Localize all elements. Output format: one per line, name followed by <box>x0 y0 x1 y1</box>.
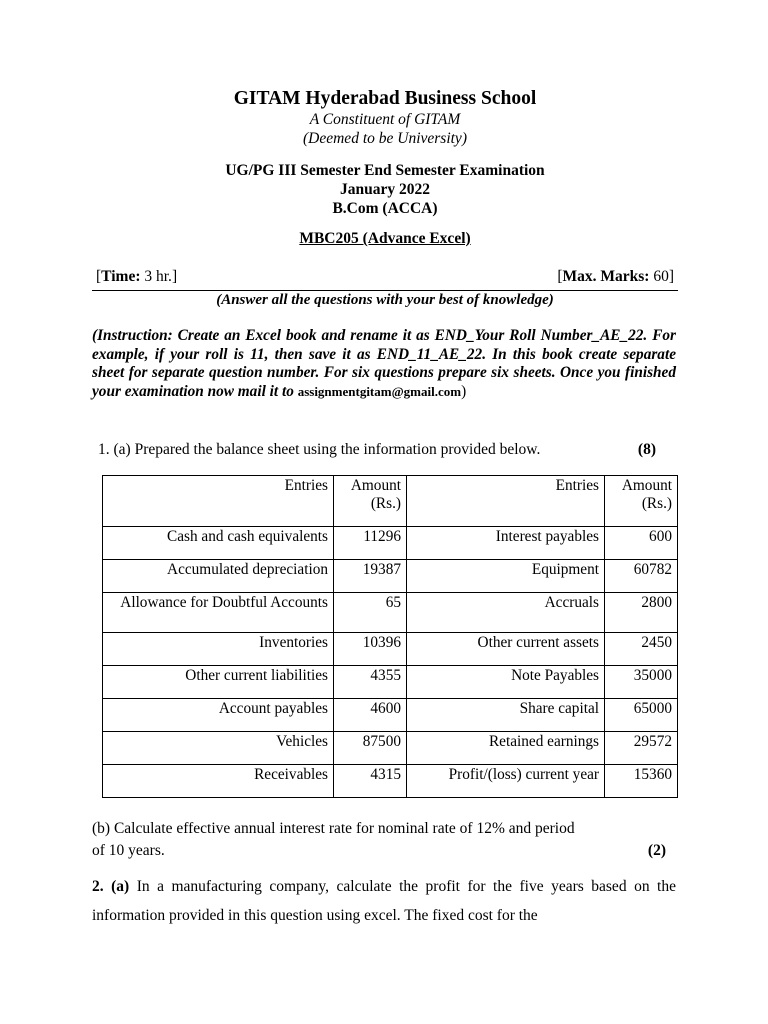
amount-cell: 15360 <box>605 765 678 798</box>
question-1b-line2: of 10 years. <box>92 842 165 859</box>
amount-cell: 4600 <box>334 699 407 732</box>
header-amount <box>334 476 407 527</box>
amount-cell: 11296 <box>334 527 407 560</box>
time-info: [Time: 3 hr.] <box>96 268 178 285</box>
instruction-email: assignmentgitam@gmail.com <box>297 383 462 399</box>
question-1a-text: 1. (a) Prepared the balance sheet using the information provided below. <box>98 441 541 458</box>
question-1a-marks: (8) <box>637 441 656 458</box>
time-marks-bar <box>92 268 678 291</box>
table-row <box>103 560 678 593</box>
course-title: MBC205 (Advance Excel) <box>299 230 471 247</box>
table-row <box>103 666 678 699</box>
table-row <box>103 765 678 798</box>
course-title-wrap <box>92 230 678 248</box>
entry-cell: Profit/(loss) current year <box>407 765 605 798</box>
amount-cell: 35000 <box>605 666 678 699</box>
question-1a <box>98 441 672 459</box>
instruction-tail: ) <box>461 382 467 400</box>
entry-cell: Cash and cash equivalents <box>103 527 334 560</box>
entry-cell: Note Payables <box>407 666 605 699</box>
exam-page <box>92 0 678 1024</box>
question-2a <box>92 872 676 930</box>
header-amount-2-line1: Amount <box>621 477 672 494</box>
question-2a-label: 2. (a) <box>92 878 130 895</box>
amount-cell: 87500 <box>334 732 407 765</box>
amount-cell: 4315 <box>334 765 407 798</box>
amount-cell: 2800 <box>605 593 678 633</box>
header-entries-2: Entries <box>407 476 605 527</box>
time-value: 3 hr. <box>144 268 172 285</box>
max-marks-label: Max. Marks: <box>562 268 650 285</box>
amount-cell: 10396 <box>334 633 407 666</box>
instruction-text: (Instruction: Create an Excel book and rename it as END_Your Roll Number_AE_22. For example, if your roll is 11, then save it as END_11_AE_22. In this book create separate sheet for separate question number. For six questions prepare six sheets. Once you finished your examination now mail it to <box>92 327 676 400</box>
question-1b-line1: (b) Calculate effective annual interest rate for nominal rate of 12% and period <box>92 820 575 837</box>
entry-cell: Equipment <box>407 560 605 593</box>
entry-cell: Inventories <box>103 633 334 666</box>
table-header-row <box>103 476 678 527</box>
amount-cell: 29572 <box>605 732 678 765</box>
entry-cell: Retained earnings <box>407 732 605 765</box>
question-1b <box>92 818 668 862</box>
entry-cell: Accruals <box>407 593 605 633</box>
constituent-line: A Constituent of GITAM <box>309 111 461 128</box>
marks-info: [Max. Marks: 60] <box>557 268 674 285</box>
table-row <box>103 527 678 560</box>
max-marks-value: 60 <box>653 268 669 285</box>
amount-cell: 60782 <box>605 560 678 593</box>
entry-cell: Allowance for Doubtful Accounts <box>103 593 334 633</box>
entry-cell: Vehicles <box>103 732 334 765</box>
time-label: Time: <box>101 268 141 285</box>
amount-cell: 65000 <box>605 699 678 732</box>
table-row <box>103 633 678 666</box>
table-row <box>103 699 678 732</box>
entry-cell: Other current liabilities <box>103 666 334 699</box>
header-amount-line2: (Rs.) <box>370 495 401 512</box>
exam-title: UG/PG III Semester End Semester Examination <box>225 162 545 179</box>
amount-cell: 4355 <box>334 666 407 699</box>
exam-info <box>92 161 678 218</box>
table-row <box>103 732 678 765</box>
entry-cell: Share capital <box>407 699 605 732</box>
question-2a-text: In a manufacturing company, calculate the profit for the five years based on the information provided in this question using excel. The fixed cost for the <box>92 878 676 924</box>
entry-cell: Accumulated depreciation <box>103 560 334 593</box>
amount-cell: 600 <box>605 527 678 560</box>
header-amount-2-line2: (Rs.) <box>641 495 672 512</box>
entry-cell: Account payables <box>103 699 334 732</box>
exam-program: B.Com (ACCA) <box>332 200 438 217</box>
deemed-line: (Deemed to be University) <box>303 130 467 147</box>
answer-note: (Answer all the questions with your best of knowledge) <box>216 292 554 308</box>
amount-cell: 19387 <box>334 560 407 593</box>
header-entries: Entries <box>103 476 334 527</box>
exam-date: January 2022 <box>340 181 430 198</box>
balance-sheet-table <box>102 475 678 798</box>
entry-cell: Receivables <box>103 765 334 798</box>
school-title: GITAM Hyderabad Business School <box>233 88 537 109</box>
entry-cell: Other current assets <box>407 633 605 666</box>
amount-cell: 2450 <box>605 633 678 666</box>
amount-cell: 65 <box>334 593 407 633</box>
header-amount-line1: Amount <box>350 477 401 494</box>
instruction-block <box>92 327 676 401</box>
question-1b-marks: (2) <box>647 842 666 859</box>
entry-cell: Interest payables <box>407 527 605 560</box>
table-row <box>103 593 678 633</box>
header-amount-2 <box>605 476 678 527</box>
